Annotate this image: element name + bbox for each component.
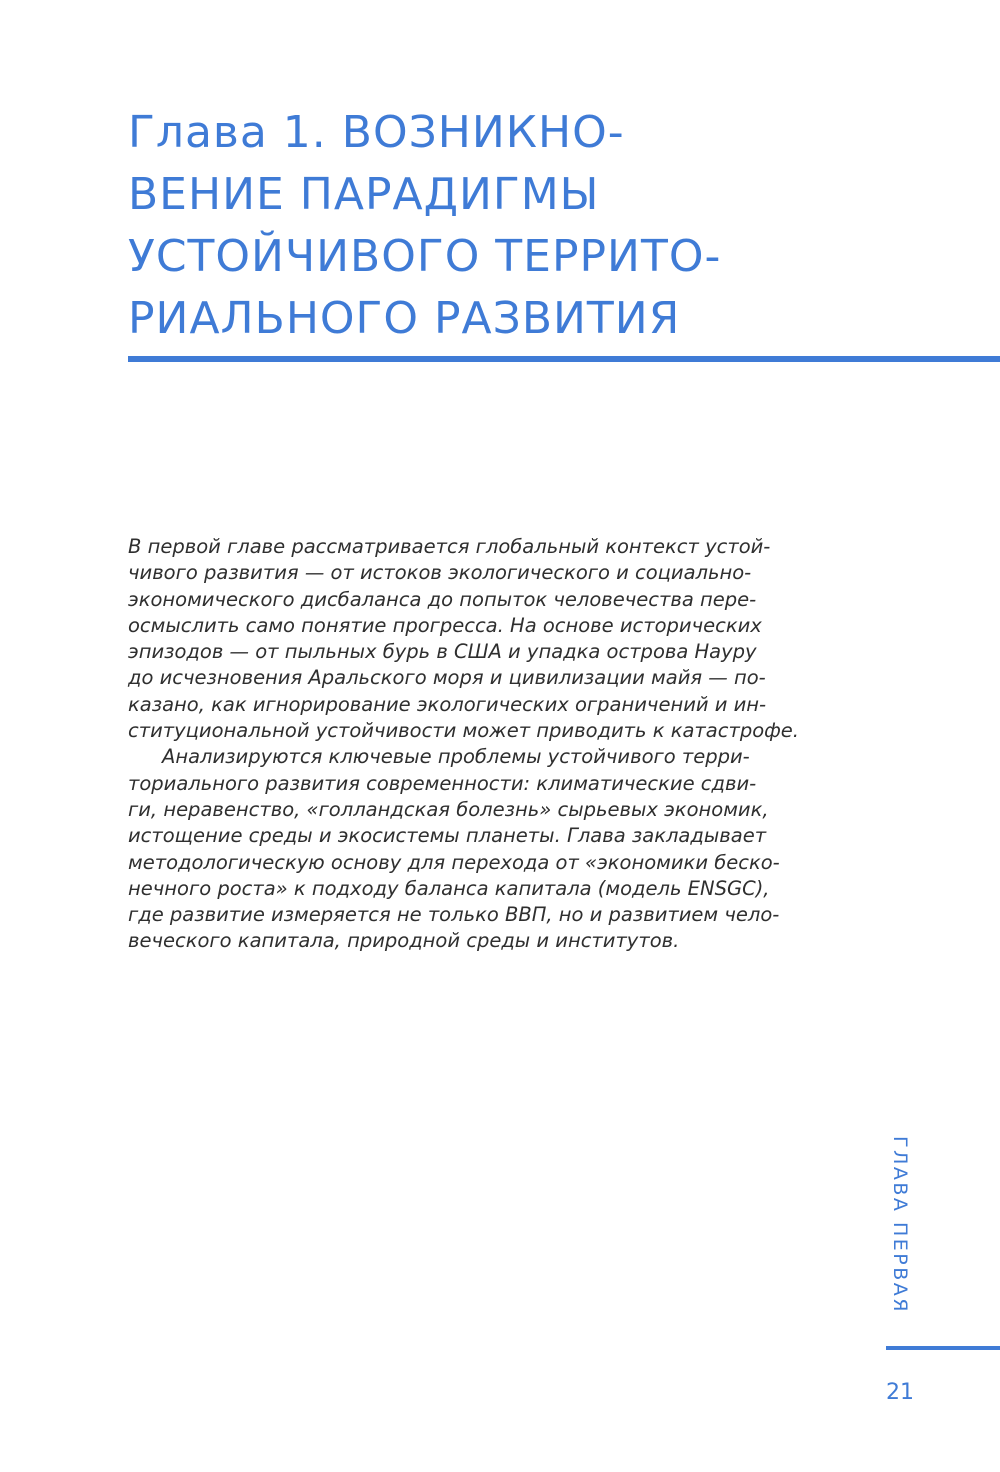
chapter-title-line: УСТОЙЧИВОГО ТЕРРИТО- (128, 231, 722, 282)
footer-divider (886, 1346, 1000, 1350)
abstract-line: до исчезновения Аральского моря и цивилизации майя — по- (128, 666, 766, 690)
abstract-line: эпизодов — от пыльных бурь в США и упадка острова Науру (128, 640, 757, 664)
abstract-line: Анализируются ключевые проблемы устойчивого терри- (162, 745, 750, 769)
abstract-line: ги, неравенство, «голландская болезнь» сырьевых экономик, (128, 797, 769, 821)
chapter-abstract (128, 534, 848, 955)
chapter-title-line: ВЕНИЕ ПАРАДИГМЫ (128, 169, 600, 220)
abstract-line: где развитие измеряется не только ВВП, но и развитием чело- (128, 903, 780, 927)
title-divider (128, 356, 1000, 362)
chapter-title-line: РИАЛЬНОГО РАЗВИТИЯ (128, 293, 681, 344)
abstract-line: истощение среды и экосистемы планеты. Глава закладывает (128, 824, 767, 848)
abstract-line: чивого развития — от истоков экологического и социально- (128, 561, 752, 585)
abstract-line: нечного роста» к подходу баланса капитала (модель ENSGC), (128, 876, 770, 900)
abstract-line: В первой главе рассматривается глобальный контекст устой- (128, 535, 771, 558)
abstract-paragraph-2 (128, 744, 848, 954)
abstract-line: веческого капитала, природной среды и институтов. (128, 929, 680, 953)
running-chapter-label (884, 1136, 914, 1336)
abstract-line: методологическую основу для перехода от «экономики беско- (128, 850, 780, 874)
page-number: 21 (886, 1380, 914, 1405)
abstract-line: экономического дисбаланса до попыток человечества пере- (128, 587, 757, 611)
abstract-line: ториального развития современности: климатические сдви- (128, 771, 757, 795)
chapter-title-line: Глава 1. ВОЗНИКНО- (128, 107, 625, 158)
abstract-line: казано, как игнорирование экологических ограничений и ин- (128, 692, 767, 716)
abstract-line: осмыслить само понятие прогресса. На основе исторических (128, 613, 762, 637)
running-chapter-label-text: ГЛАВА ПЕРВАЯ (889, 1136, 911, 1314)
abstract-line: ституциональной устойчивости может приводить к катастрофе. (128, 719, 799, 743)
chapter-title (128, 102, 948, 350)
abstract-paragraph-1 (128, 534, 848, 744)
